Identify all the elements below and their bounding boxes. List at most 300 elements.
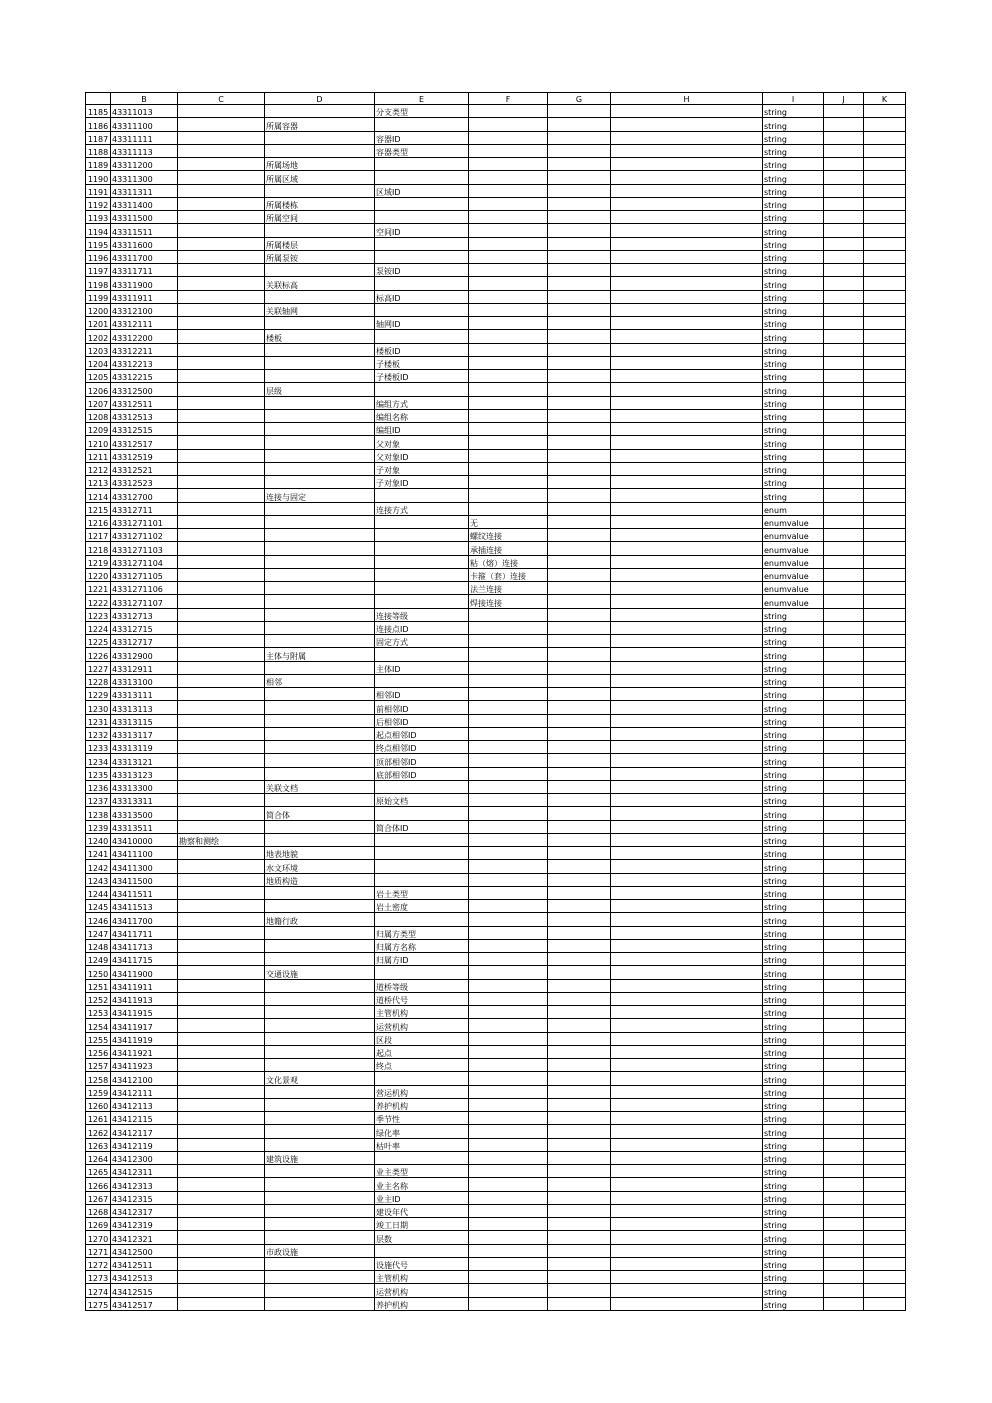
cell-e[interactable]: 运营机构: [375, 1284, 469, 1297]
cell-i[interactable]: string: [763, 1271, 824, 1284]
cell-g[interactable]: [548, 714, 611, 727]
row-number[interactable]: 1249: [86, 953, 111, 966]
cell-h[interactable]: [611, 476, 763, 489]
cell-b[interactable]: 43411923: [111, 1059, 178, 1072]
cell-f[interactable]: [469, 979, 548, 992]
cell-h[interactable]: [611, 118, 763, 131]
cell-j[interactable]: [824, 184, 864, 197]
cell-h[interactable]: [611, 1284, 763, 1297]
cell-b[interactable]: 43411913: [111, 992, 178, 1005]
cell-d[interactable]: 连接与固定: [265, 489, 375, 502]
cell-f[interactable]: [469, 900, 548, 913]
cell-h[interactable]: [611, 1112, 763, 1125]
cell-g[interactable]: [548, 608, 611, 621]
cell-d[interactable]: 所属空间: [265, 211, 375, 224]
cell-j[interactable]: [824, 250, 864, 263]
cell-k[interactable]: [864, 661, 906, 674]
cell-j[interactable]: [824, 396, 864, 409]
cell-f[interactable]: [469, 886, 548, 899]
cell-g[interactable]: [548, 939, 611, 952]
cell-j[interactable]: [824, 1151, 864, 1164]
cell-j[interactable]: [824, 370, 864, 383]
cell-f[interactable]: [469, 701, 548, 714]
cell-b[interactable]: 43311100: [111, 118, 178, 131]
cell-d[interactable]: [265, 754, 375, 767]
cell-e[interactable]: 顶部相邻ID: [375, 754, 469, 767]
cell-g[interactable]: [548, 1138, 611, 1151]
cell-f[interactable]: [469, 277, 548, 290]
cell-i[interactable]: string: [763, 158, 824, 171]
cell-k[interactable]: [864, 608, 906, 621]
cell-i[interactable]: string: [763, 462, 824, 475]
cell-j[interactable]: [824, 688, 864, 701]
cell-k[interactable]: [864, 1297, 906, 1310]
cell-j[interactable]: [824, 144, 864, 157]
row-number[interactable]: 1260: [86, 1098, 111, 1111]
cell-i[interactable]: string: [763, 873, 824, 886]
cell-i[interactable]: string: [763, 1244, 824, 1257]
cell-k[interactable]: [864, 370, 906, 383]
cell-h[interactable]: [611, 1125, 763, 1138]
cell-j[interactable]: [824, 1006, 864, 1019]
cell-k[interactable]: [864, 701, 906, 714]
row-number[interactable]: 1210: [86, 436, 111, 449]
cell-b[interactable]: 43313119: [111, 741, 178, 754]
cell-j[interactable]: [824, 1257, 864, 1270]
cell-e[interactable]: 岩土类型: [375, 886, 469, 899]
cell-k[interactable]: [864, 1204, 906, 1217]
cell-h[interactable]: [611, 1204, 763, 1217]
cell-i[interactable]: string: [763, 1085, 824, 1098]
cell-e[interactable]: 业主ID: [375, 1191, 469, 1204]
cell-i[interactable]: string: [763, 1125, 824, 1138]
cell-k[interactable]: [864, 542, 906, 555]
cell-f[interactable]: [469, 1244, 548, 1257]
cell-j[interactable]: [824, 621, 864, 634]
cell-f[interactable]: [469, 436, 548, 449]
cell-i[interactable]: string: [763, 197, 824, 210]
cell-d[interactable]: 地质构造: [265, 873, 375, 886]
cell-h[interactable]: [611, 502, 763, 515]
cell-k[interactable]: [864, 1072, 906, 1085]
row-number[interactable]: 1258: [86, 1072, 111, 1085]
cell-f[interactable]: [469, 1218, 548, 1231]
cell-k[interactable]: [864, 860, 906, 873]
cell-f[interactable]: [469, 860, 548, 873]
cell-d[interactable]: [265, 1231, 375, 1244]
cell-g[interactable]: [548, 595, 611, 608]
cell-d[interactable]: [265, 1045, 375, 1058]
cell-d[interactable]: [265, 1165, 375, 1178]
cell-h[interactable]: [611, 1045, 763, 1058]
cell-j[interactable]: [824, 131, 864, 144]
cell-e[interactable]: [375, 515, 469, 528]
cell-h[interactable]: [611, 807, 763, 820]
cell-i[interactable]: string: [763, 449, 824, 462]
cell-g[interactable]: [548, 741, 611, 754]
row-number[interactable]: 1209: [86, 423, 111, 436]
row-number[interactable]: 1186: [86, 118, 111, 131]
cell-i[interactable]: string: [763, 409, 824, 422]
cell-i[interactable]: string: [763, 1204, 824, 1217]
cell-j[interactable]: [824, 886, 864, 899]
cell-i[interactable]: string: [763, 688, 824, 701]
column-header-h[interactable]: H: [611, 93, 763, 105]
cell-k[interactable]: [864, 688, 906, 701]
row-number[interactable]: 1244: [86, 886, 111, 899]
cell-e[interactable]: 业主名称: [375, 1178, 469, 1191]
cell-j[interactable]: [824, 900, 864, 913]
cell-b[interactable]: 4331271106: [111, 582, 178, 595]
cell-i[interactable]: string: [763, 224, 824, 237]
cell-i[interactable]: string: [763, 277, 824, 290]
row-number[interactable]: 1250: [86, 966, 111, 979]
cell-j[interactable]: [824, 171, 864, 184]
cell-d[interactable]: [265, 727, 375, 740]
cell-b[interactable]: 4331271103: [111, 542, 178, 555]
cell-e[interactable]: 编组ID: [375, 423, 469, 436]
cell-c[interactable]: [178, 105, 265, 118]
row-number[interactable]: 1191: [86, 184, 111, 197]
cell-g[interactable]: [548, 913, 611, 926]
cell-d[interactable]: [265, 131, 375, 144]
cell-c[interactable]: [178, 886, 265, 899]
cell-g[interactable]: [548, 1165, 611, 1178]
cell-i[interactable]: enum: [763, 502, 824, 515]
cell-i[interactable]: string: [763, 1191, 824, 1204]
cell-b[interactable]: 43412100: [111, 1072, 178, 1085]
cell-b[interactable]: 43313113: [111, 701, 178, 714]
cell-j[interactable]: [824, 1059, 864, 1072]
cell-c[interactable]: [178, 939, 265, 952]
cell-f[interactable]: 承插连接: [469, 542, 548, 555]
cell-b[interactable]: 43312519: [111, 449, 178, 462]
cell-d[interactable]: [265, 794, 375, 807]
cell-e[interactable]: 底部相邻ID: [375, 767, 469, 780]
cell-c[interactable]: [178, 396, 265, 409]
cell-f[interactable]: [469, 1032, 548, 1045]
cell-g[interactable]: [548, 648, 611, 661]
cell-e[interactable]: 主体ID: [375, 661, 469, 674]
cell-h[interactable]: [611, 621, 763, 634]
cell-g[interactable]: [548, 1151, 611, 1164]
cell-k[interactable]: [864, 1244, 906, 1257]
cell-f[interactable]: [469, 1165, 548, 1178]
cell-c[interactable]: [178, 1191, 265, 1204]
cell-b[interactable]: 4331271102: [111, 529, 178, 542]
cell-c[interactable]: [178, 211, 265, 224]
cell-e[interactable]: 终点: [375, 1059, 469, 1072]
cell-d[interactable]: [265, 476, 375, 489]
cell-k[interactable]: [864, 1059, 906, 1072]
cell-b[interactable]: 43311911: [111, 290, 178, 303]
cell-f[interactable]: [469, 356, 548, 369]
column-header-j[interactable]: J: [824, 93, 864, 105]
cell-i[interactable]: string: [763, 939, 824, 952]
cell-d[interactable]: [265, 356, 375, 369]
cell-f[interactable]: [469, 1151, 548, 1164]
row-number[interactable]: 1252: [86, 992, 111, 1005]
cell-j[interactable]: [824, 953, 864, 966]
cell-g[interactable]: [548, 1072, 611, 1085]
cell-j[interactable]: [824, 317, 864, 330]
row-number[interactable]: 1234: [86, 754, 111, 767]
cell-g[interactable]: [548, 1112, 611, 1125]
cell-j[interactable]: [824, 754, 864, 767]
cell-e[interactable]: 归属方名称: [375, 939, 469, 952]
column-header-d[interactable]: D: [265, 93, 375, 105]
cell-g[interactable]: [548, 1098, 611, 1111]
cell-j[interactable]: [824, 648, 864, 661]
cell-b[interactable]: 43411500: [111, 873, 178, 886]
cell-f[interactable]: 法兰连接: [469, 582, 548, 595]
cell-f[interactable]: [469, 953, 548, 966]
cell-i[interactable]: string: [763, 356, 824, 369]
cell-f[interactable]: [469, 1138, 548, 1151]
cell-c[interactable]: [178, 1297, 265, 1310]
cell-k[interactable]: [864, 158, 906, 171]
cell-e[interactable]: [375, 780, 469, 793]
cell-b[interactable]: 43411921: [111, 1045, 178, 1058]
cell-c[interactable]: [178, 409, 265, 422]
cell-f[interactable]: [469, 290, 548, 303]
cell-c[interactable]: [178, 1204, 265, 1217]
cell-k[interactable]: [864, 555, 906, 568]
row-number[interactable]: 1235: [86, 767, 111, 780]
cell-k[interactable]: [864, 1151, 906, 1164]
cell-c[interactable]: [178, 1072, 265, 1085]
cell-g[interactable]: [548, 1271, 611, 1284]
cell-b[interactable]: 43311013: [111, 105, 178, 118]
cell-b[interactable]: 43313311: [111, 794, 178, 807]
cell-j[interactable]: [824, 529, 864, 542]
cell-d[interactable]: [265, 661, 375, 674]
cell-c[interactable]: [178, 171, 265, 184]
cell-d[interactable]: [265, 939, 375, 952]
cell-j[interactable]: [824, 489, 864, 502]
cell-b[interactable]: 4331271107: [111, 595, 178, 608]
row-number[interactable]: 1259: [86, 1085, 111, 1098]
cell-h[interactable]: [611, 436, 763, 449]
cell-g[interactable]: [548, 1191, 611, 1204]
cell-k[interactable]: [864, 1165, 906, 1178]
row-number[interactable]: 1207: [86, 396, 111, 409]
cell-e[interactable]: [375, 674, 469, 687]
cell-k[interactable]: [864, 913, 906, 926]
cell-h[interactable]: [611, 1231, 763, 1244]
cell-j[interactable]: [824, 1178, 864, 1191]
cell-d[interactable]: [265, 264, 375, 277]
cell-h[interactable]: [611, 741, 763, 754]
cell-f[interactable]: [469, 767, 548, 780]
cell-b[interactable]: 4331271104: [111, 555, 178, 568]
cell-j[interactable]: [824, 1191, 864, 1204]
cell-d[interactable]: [265, 555, 375, 568]
cell-h[interactable]: [611, 1271, 763, 1284]
cell-b[interactable]: 43313500: [111, 807, 178, 820]
cell-j[interactable]: [824, 661, 864, 674]
cell-b[interactable]: 43312713: [111, 608, 178, 621]
cell-i[interactable]: string: [763, 794, 824, 807]
cell-e[interactable]: [375, 913, 469, 926]
cell-g[interactable]: [548, 767, 611, 780]
cell-g[interactable]: [548, 992, 611, 1005]
row-number[interactable]: 1188: [86, 144, 111, 157]
cell-i[interactable]: string: [763, 370, 824, 383]
cell-i[interactable]: string: [763, 913, 824, 926]
cell-i[interactable]: string: [763, 211, 824, 224]
cell-g[interactable]: [548, 370, 611, 383]
row-number[interactable]: 1238: [86, 807, 111, 820]
cell-b[interactable]: 43411511: [111, 886, 178, 899]
cell-f[interactable]: [469, 1204, 548, 1217]
cell-h[interactable]: [611, 330, 763, 343]
cell-b[interactable]: 43312521: [111, 462, 178, 475]
row-number[interactable]: 1246: [86, 913, 111, 926]
cell-e[interactable]: 标高ID: [375, 290, 469, 303]
cell-h[interactable]: [611, 144, 763, 157]
cell-k[interactable]: [864, 383, 906, 396]
cell-c[interactable]: [178, 1257, 265, 1270]
cell-c[interactable]: [178, 661, 265, 674]
cell-i[interactable]: string: [763, 237, 824, 250]
cell-e[interactable]: 建设年代: [375, 1204, 469, 1217]
cell-j[interactable]: [824, 674, 864, 687]
cell-j[interactable]: [824, 860, 864, 873]
cell-i[interactable]: string: [763, 807, 824, 820]
cell-g[interactable]: [548, 211, 611, 224]
cell-d[interactable]: [265, 595, 375, 608]
cell-c[interactable]: [178, 370, 265, 383]
cell-h[interactable]: [611, 727, 763, 740]
cell-h[interactable]: [611, 661, 763, 674]
cell-b[interactable]: 43412111: [111, 1085, 178, 1098]
cell-e[interactable]: [375, 489, 469, 502]
cell-b[interactable]: 43312211: [111, 343, 178, 356]
cell-c[interactable]: [178, 1112, 265, 1125]
cell-e[interactable]: 轴网ID: [375, 317, 469, 330]
cell-b[interactable]: 43411300: [111, 860, 178, 873]
cell-e[interactable]: 原始文档: [375, 794, 469, 807]
cell-f[interactable]: [469, 674, 548, 687]
cell-j[interactable]: [824, 595, 864, 608]
cell-k[interactable]: [864, 197, 906, 210]
cell-f[interactable]: [469, 847, 548, 860]
cell-k[interactable]: [864, 515, 906, 528]
cell-k[interactable]: [864, 979, 906, 992]
cell-g[interactable]: [548, 1045, 611, 1058]
cell-d[interactable]: [265, 409, 375, 422]
cell-k[interactable]: [864, 105, 906, 118]
row-number[interactable]: 1251: [86, 979, 111, 992]
cell-h[interactable]: [611, 211, 763, 224]
cell-c[interactable]: [178, 1244, 265, 1257]
cell-i[interactable]: string: [763, 780, 824, 793]
cell-k[interactable]: [864, 992, 906, 1005]
cell-c[interactable]: [178, 741, 265, 754]
cell-g[interactable]: [548, 635, 611, 648]
cell-g[interactable]: [548, 476, 611, 489]
cell-f[interactable]: 螺纹连接: [469, 529, 548, 542]
cell-e[interactable]: 简合体ID: [375, 820, 469, 833]
cell-i[interactable]: string: [763, 1006, 824, 1019]
cell-b[interactable]: 43313111: [111, 688, 178, 701]
row-number[interactable]: 1226: [86, 648, 111, 661]
cell-i[interactable]: string: [763, 754, 824, 767]
cell-c[interactable]: [178, 1165, 265, 1178]
cell-k[interactable]: [864, 436, 906, 449]
cell-h[interactable]: [611, 833, 763, 846]
cell-g[interactable]: [548, 582, 611, 595]
cell-e[interactable]: [375, 860, 469, 873]
cell-i[interactable]: string: [763, 661, 824, 674]
cell-e[interactable]: 竣工日期: [375, 1218, 469, 1231]
cell-j[interactable]: [824, 979, 864, 992]
cell-c[interactable]: [178, 873, 265, 886]
cell-b[interactable]: 43411711: [111, 926, 178, 939]
cell-i[interactable]: string: [763, 833, 824, 846]
cell-d[interactable]: [265, 979, 375, 992]
cell-e[interactable]: 绿化率: [375, 1125, 469, 1138]
cell-k[interactable]: [864, 237, 906, 250]
row-number[interactable]: 1227: [86, 661, 111, 674]
cell-h[interactable]: [611, 542, 763, 555]
cell-d[interactable]: [265, 701, 375, 714]
cell-f[interactable]: [469, 449, 548, 462]
row-number[interactable]: 1232: [86, 727, 111, 740]
cell-g[interactable]: [548, 436, 611, 449]
column-header-b[interactable]: B: [111, 93, 178, 105]
cell-d[interactable]: [265, 1284, 375, 1297]
cell-f[interactable]: [469, 966, 548, 979]
cell-f[interactable]: 卡箍（套）连接: [469, 568, 548, 581]
cell-j[interactable]: [824, 913, 864, 926]
cell-f[interactable]: [469, 820, 548, 833]
cell-g[interactable]: [548, 847, 611, 860]
cell-i[interactable]: string: [763, 1165, 824, 1178]
cell-c[interactable]: [178, 1125, 265, 1138]
cell-b[interactable]: 43412511: [111, 1257, 178, 1270]
cell-j[interactable]: [824, 224, 864, 237]
cell-c[interactable]: [178, 383, 265, 396]
row-number[interactable]: 1208: [86, 409, 111, 422]
cell-g[interactable]: [548, 1019, 611, 1032]
cell-i[interactable]: string: [763, 714, 824, 727]
cell-c[interactable]: [178, 701, 265, 714]
cell-f[interactable]: [469, 939, 548, 952]
cell-i[interactable]: string: [763, 1032, 824, 1045]
cell-e[interactable]: [375, 833, 469, 846]
cell-j[interactable]: [824, 1125, 864, 1138]
cell-k[interactable]: [864, 833, 906, 846]
cell-f[interactable]: [469, 661, 548, 674]
row-number[interactable]: 1219: [86, 555, 111, 568]
cell-c[interactable]: [178, 1138, 265, 1151]
cell-b[interactable]: 43411713: [111, 939, 178, 952]
cell-f[interactable]: [469, 144, 548, 157]
cell-i[interactable]: string: [763, 131, 824, 144]
cell-e[interactable]: 连接等级: [375, 608, 469, 621]
cell-h[interactable]: [611, 794, 763, 807]
row-number[interactable]: 1195: [86, 237, 111, 250]
cell-j[interactable]: [824, 1138, 864, 1151]
cell-f[interactable]: 粘（熔）连接: [469, 555, 548, 568]
cell-f[interactable]: [469, 1257, 548, 1270]
cell-i[interactable]: string: [763, 290, 824, 303]
cell-j[interactable]: [824, 701, 864, 714]
cell-b[interactable]: 43411917: [111, 1019, 178, 1032]
cell-d[interactable]: [265, 1178, 375, 1191]
